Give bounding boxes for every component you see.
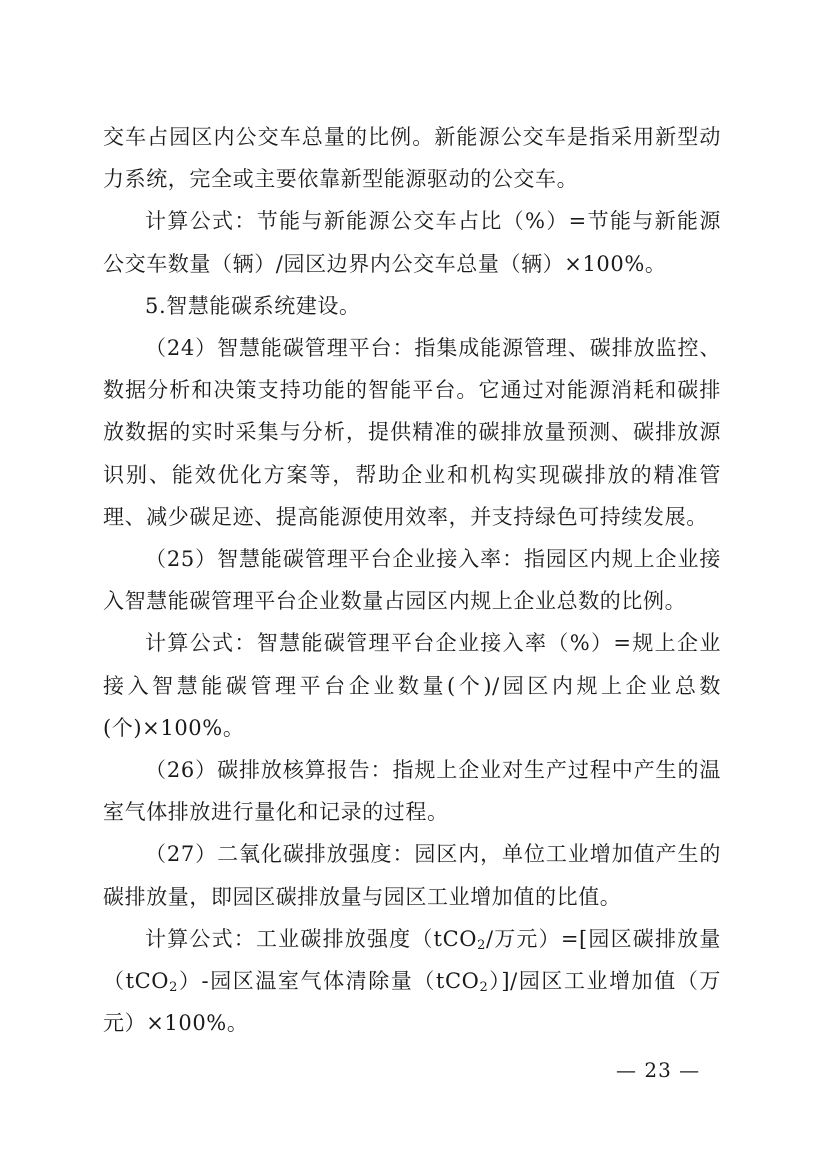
- paragraph-formula-access-rate: 计算公式：智慧能碳管理平台企业接入率（%）=规上企业接入智慧能碳管理平台企业数量(个)/园区内规上企业总数(个)×100%。: [103, 631, 721, 740]
- paragraph-formula-bus: 计算公式：节能与新能源公交车占比（%）=节能与新能源公交车数量（辆）/园区边界内公交车总量（辆）×100%。: [103, 209, 721, 276]
- paragraph-item-26: （26）碳排放核算报告：指规上企业对生产过程中产生的温室气体排放进行量化和记录的过程。: [103, 758, 721, 825]
- body-text: [103, 116, 721, 1044]
- page-number: — 23 —: [616, 1058, 701, 1082]
- paragraph-item-25: （25）智慧能碳管理平台企业接入率：指园区内规上企业接入智慧能碳管理平台企业数量占园区内规上企业总数的比例。: [103, 547, 721, 614]
- section-heading: 5.智慧能碳系统建设。: [145, 293, 361, 318]
- paragraph-continuation: 交车占园区内公交车总量的比例。新能源公交车是指采用新型动力系统，完全或主要依靠新型能源驱动的公交车。: [103, 125, 721, 192]
- paragraph-formula-intensity: 计算公式：工业碳排放强度（tCO$_2$/万元）=[园区碳排放量（tCO$_2$）-园区温室气体清除量（tCO$_2$）]/园区工业增加值（万元）×100%。: [103, 926, 721, 1036]
- paragraph-item-24: （24）智慧能碳管理平台：指集成能源管理、碳排放监控、数据分析和决策支持功能的智能平台。它通过对能源消耗和碳排放数据的实时采集与分析，提供精准的碳排放量预测、碳排放源识别、能效优化方案等，帮助企业和机构实现碳排放的精准管理、减少碳足迹、提高能源使用效率，并支持绿色可持续发展。: [103, 336, 721, 529]
- paragraph-item-27: （27）二氧化碳排放强度：园区内，单位工业增加值产生的碳排放量，即园区碳排放量与园区工业增加值的比值。: [103, 842, 721, 909]
